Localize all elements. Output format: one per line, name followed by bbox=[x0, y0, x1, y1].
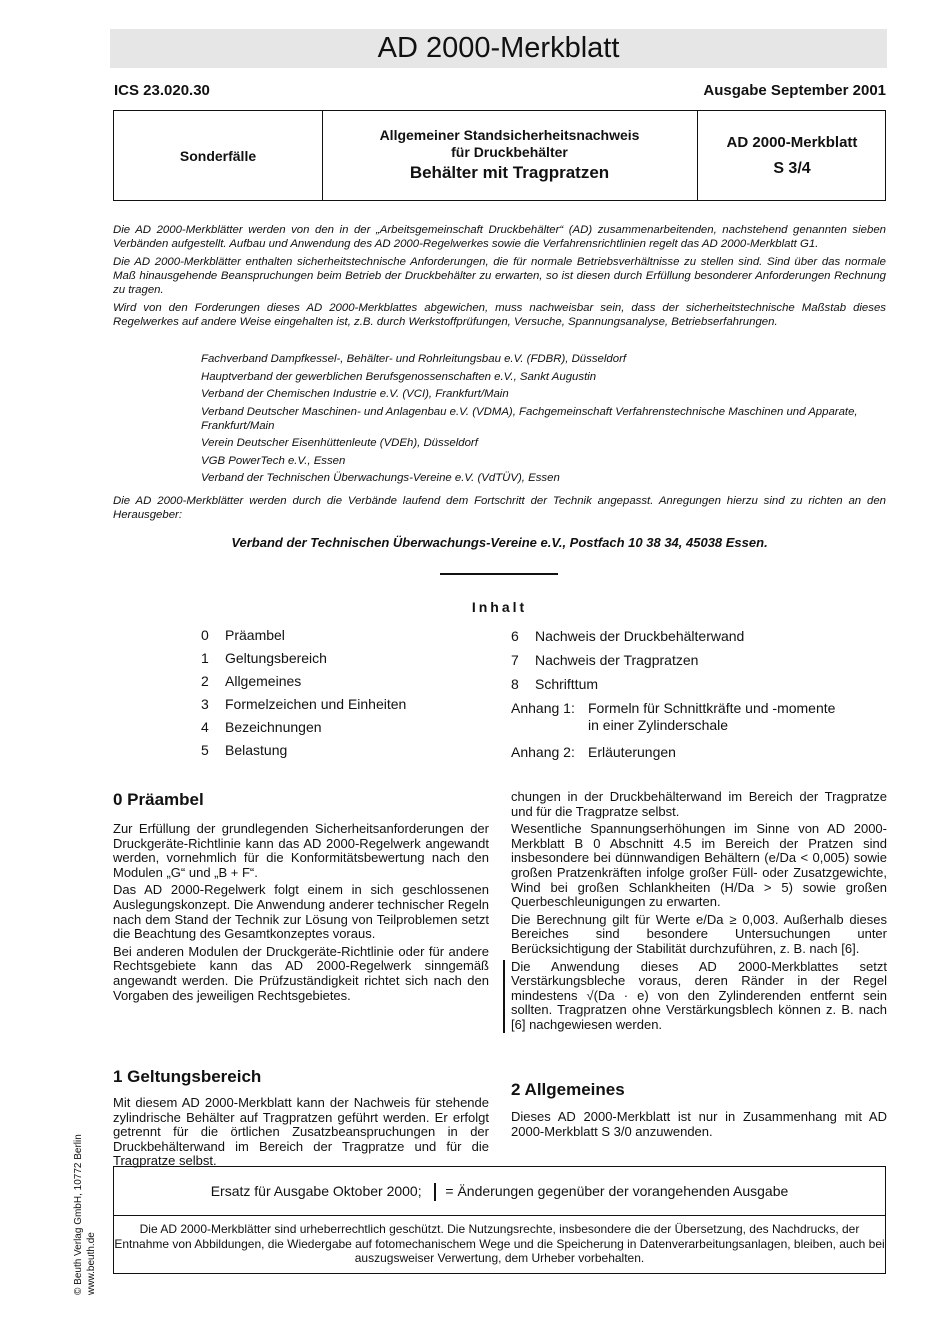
toc-label: Formelzeichen und Einheiten bbox=[225, 696, 407, 712]
toc-label: Formeln für Schnittkräfte und -momente bbox=[588, 700, 836, 716]
change-bar-icon bbox=[434, 1183, 436, 1201]
header-box bbox=[113, 110, 886, 201]
subject-title: Behälter mit Tragpratzen bbox=[409, 162, 610, 182]
section-0-heading: 0 Präambel bbox=[113, 790, 204, 809]
toc-item-annex-2[interactable] bbox=[511, 740, 881, 764]
right-column-body bbox=[511, 790, 887, 1036]
section-1-body-start bbox=[113, 1095, 489, 1169]
section-1-paragraph: Die Berechnung gilt für Werte e/Da ≥ 0,003. Außerhalb dieses Bereiches sind besondere Untersuchungen unter Berücksichtigung der Stabilität durchzuführen, z. B. nach [6]. bbox=[511, 911, 887, 956]
toc-item[interactable] bbox=[201, 739, 501, 762]
section-2-body bbox=[511, 1110, 887, 1142]
toc-number: 6 bbox=[511, 628, 519, 644]
section-2-heading: 2 Allgemeines bbox=[511, 1080, 625, 1099]
divider-line bbox=[440, 573, 558, 575]
toc-right-column bbox=[511, 624, 881, 764]
toc-number: 4 bbox=[201, 719, 209, 735]
association-item: Verband der Chemischen Industrie e.V. (VCI), Frankfurt/Main bbox=[201, 388, 509, 400]
association-item: VGB PowerTech e.V., Essen bbox=[201, 454, 346, 467]
publisher-name: © Beuth Verlag GmbH, 10772 Berlin bbox=[73, 1134, 84, 1295]
intro-block bbox=[113, 223, 886, 333]
section-0-paragraph: Bei anderen Modulen der Druckgeräte-Richtlinie oder für andere Rechtsgebiete kann das AD 2000-Regelwerk sinngemäß angewandt werden. Die Prüfzuständigkeit richtet sich nach den Vorgaben des jeweiligen Rechtsgebietes. bbox=[113, 943, 489, 1003]
toc-item-annex-1[interactable] bbox=[511, 700, 881, 734]
intro-paragraph-4: Die AD 2000-Merkblätter werden durch die Verbände laufend dem Fortschritt der Technik angepasst. Anregungen hierzu sind zu richten an den Herausgeber: bbox=[113, 495, 886, 521]
toc-item[interactable] bbox=[511, 672, 881, 696]
intro-paragraph-1: Die AD 2000-Merkblätter werden von den in der „Arbeitsgemeinschaft Druckbehälter“ (AD) zusammenarbeitenden, nachstehend genannten sieben Verbänden aufgestellt. Aufbau und Anwendung des AD 2000-Regelwerkes sowie die Verfahrensrichtlinien regelt das AD 2000-Merkblatt G1. bbox=[113, 224, 886, 250]
section-0-paragraph: Das AD 2000-Regelwerk folgt einem in sich geschlossenen Auslegungskonzept. Die Anwendung anderer technischer Regeln nach dem Stand der Technik zur Lösung von Teilproblemen setzt die Beachtung des Gesamtkonzeptes voraus. bbox=[113, 882, 489, 942]
subject-line2: für Druckbehälter bbox=[451, 143, 568, 160]
ics-code: ICS 23.020.30 bbox=[114, 82, 210, 99]
association-item: Fachverband Dampfkessel-, Behälter- und Rohrleitungsbau e.V. (FDBR), Düsseldorf bbox=[201, 353, 627, 365]
section-1-heading: 1 Geltungsbereich bbox=[113, 1067, 262, 1086]
toc-item[interactable] bbox=[201, 693, 501, 716]
code-value: S 3/4 bbox=[773, 159, 811, 177]
publisher-address: Verband der Technischen Überwachungs-Vereine e.V., Postfach 10 38 34, 45038 Essen. bbox=[231, 535, 768, 550]
toc-label: Bezeichnungen bbox=[225, 719, 322, 735]
section-2-paragraph: Dieses AD 2000-Merkblatt ist nur in Zusammenhang mit AD 2000-Merkblatt S 3/0 anzuwenden. bbox=[511, 1109, 887, 1139]
toc-title: Inhalt bbox=[471, 599, 528, 615]
section-0-paragraph: Zur Erfüllung der grundlegenden Sicherheitsanforderungen der Druckgeräte-Richtlinie kann das AD 2000-Regelwerk angewandt werden, vornehmlich für die Konformitätsbewertung nach den Modulen „G“ und „B + F“. bbox=[113, 821, 489, 880]
toc-number: Anhang 1: bbox=[511, 700, 575, 716]
toc-number: 1 bbox=[201, 650, 209, 666]
toc-label: Schrifttum bbox=[535, 676, 599, 692]
toc-label: in einer Zylinderschale bbox=[588, 717, 729, 733]
copyright-notice: Die AD 2000-Merkblätter sind urheberrechtlich geschützt. Die Nutzungsrechte, insbesondere die der Übersetzung, des Nachdrucks, der Entnahme von Abbildungen, die Wiedergabe auf fotomechanischem Wege und die Speicherung in Datenverarbeitungsanlagen, bleiben, auch bei auszugsweiser Verwertung, dem Urheber vorbehalten. bbox=[113, 1216, 886, 1274]
toc-number: 3 bbox=[201, 696, 209, 712]
intro-paragraph-2: Die AD 2000-Merkblätter enthalten sicherheitstechnische Anforderungen, die für normale Betriebsverhältnisse zu stellen sind. Sind über das normale Maß hinausgehende Beanspruchungen beim Betrieb der Druckbehälter zu erwarten, so ist diesen durch Erfüllung besonderer Anforderungen Rechnung zu tragen. bbox=[113, 256, 886, 296]
section-1-paragraph-tail: chungen in der Druckbehälterwand im Bereich der Tragpratze und für die Tragpratze selbst. bbox=[511, 789, 887, 819]
section-0-body bbox=[113, 822, 489, 1006]
section-1-paragraph-changed: Die Anwendung dieses AD 2000-Merkblattes setzt Verstärkungsbleche voraus, deren Ränder in der Regel mindestens √(Da · e) von den Zylinderenden entfernt sein sollten. Tragpratzen ohne Verstärkungsblech können z. B. nach [6] nachgewiesen werden. bbox=[503, 960, 887, 1033]
toc-item[interactable] bbox=[511, 624, 881, 648]
publisher-sidebar bbox=[72, 1134, 98, 1295]
replacement-note: Ersatz für Ausgabe Oktober 2000; bbox=[210, 1183, 422, 1199]
association-item: Hauptverband der gewerblichen Berufsgenossenschaften e.V., Sankt Augustin bbox=[201, 370, 597, 383]
category-label: Sonderfälle bbox=[179, 147, 257, 164]
toc-item[interactable] bbox=[201, 647, 501, 670]
toc-item[interactable] bbox=[201, 716, 501, 739]
toc-label: Erläuterungen bbox=[588, 744, 676, 760]
section-1-paragraph: Wesentliche Spannungserhöhungen im Sinne von AD 2000-Merkblatt B 0 Abschnitt 4.5 im Bereich der Pratzen sind insbesondere bei dünnwandigen Behältern (e/Da < 0,005) sowie großen Pratzenkräften infolge großer Füll- oder Zusatzgewichte, Wind bei großen Schlankheiten (H/Da > 5) sowie großen Querbeschleunigungen zu erwarten. bbox=[511, 821, 887, 910]
publisher-url[interactable]: www.beuth.de bbox=[86, 1232, 97, 1295]
replacement-note-box bbox=[113, 1166, 886, 1216]
association-list bbox=[201, 352, 871, 489]
toc-label: Nachweis der Druckbehälterwand bbox=[535, 628, 745, 644]
toc-item[interactable] bbox=[201, 624, 501, 647]
association-item: Verband Deutscher Maschinen- und Anlagenbau e.V. (VDMA), Fachgemeinschaft Verfahrenstechnische Maschinen und Apparate, Frankfurt/Main bbox=[201, 405, 858, 432]
change-legend: = Änderungen gegenüber der vorangehenden Ausgabe bbox=[445, 1183, 789, 1199]
toc-number: 0 bbox=[201, 627, 209, 643]
toc-label: Geltungsbereich bbox=[225, 650, 327, 666]
category-cell bbox=[114, 111, 323, 200]
code-cell bbox=[698, 111, 886, 200]
document-title: AD 2000-Merkblatt bbox=[110, 29, 887, 68]
intro-paragraph-3: Wird von den Forderungen dieses AD 2000-Merkblattes abgewichen, muss nachweisbar sein, dass der sicherheitstechnische Maßstab dieses Regelwerkes auf andere Weise eingehalten ist, z.B. durch Werkstoffprüfungen, Versuche, Spannungsanalyse, Betriebserfahrungen. bbox=[113, 302, 886, 328]
toc-number: 8 bbox=[511, 676, 519, 692]
association-item: Verein Deutscher Eisenhüttenleute (VDEh), Düsseldorf bbox=[201, 437, 478, 449]
toc-item[interactable] bbox=[511, 648, 881, 672]
edition-date: Ausgabe September 2001 bbox=[703, 82, 886, 99]
toc-label: Präambel bbox=[225, 627, 285, 643]
subject-cell bbox=[322, 111, 698, 200]
section-1-paragraph: Mit diesem AD 2000-Merkblatt kann der Nachweis für stehende zylindrische Behälter auf Tragpratzen geführt werden. Er erfolgt getrennt für die örtlichen Zusatzbeanspruchungen in der Druckbehälterwand im Bereich der Tragpratze und für die Tragpratze selbst. bbox=[113, 1095, 489, 1169]
toc-number: 2 bbox=[201, 673, 209, 689]
toc-label: Nachweis der Tragpratzen bbox=[535, 652, 699, 668]
code-label: AD 2000-Merkblatt bbox=[726, 133, 858, 151]
association-item: Verband der Technischen Überwachungs-Vereine e.V. (VdTÜV), Essen bbox=[201, 472, 560, 484]
subject-line1: Allgemeiner Standsicherheitsnachweis bbox=[379, 126, 640, 143]
toc-label: Allgemeines bbox=[225, 673, 302, 689]
toc-label: Belastung bbox=[225, 742, 288, 758]
toc-item[interactable] bbox=[201, 670, 501, 693]
toc-number: Anhang 2: bbox=[511, 744, 575, 760]
toc-number: 5 bbox=[201, 742, 209, 758]
toc-left-column bbox=[201, 624, 501, 762]
toc-number: 7 bbox=[511, 652, 519, 668]
